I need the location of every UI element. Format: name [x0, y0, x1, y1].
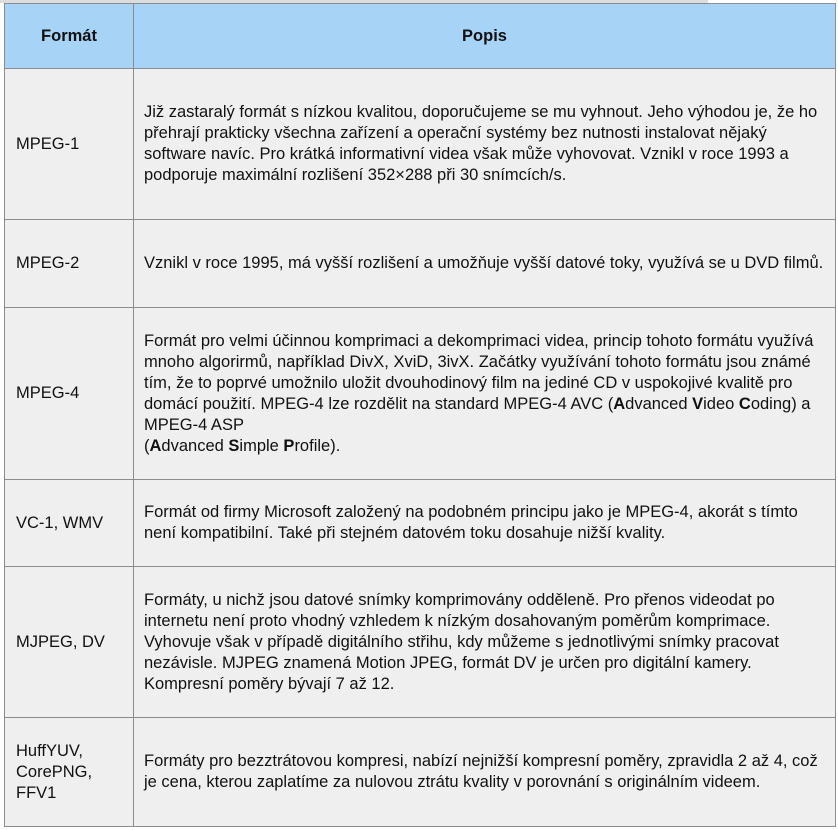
mpeg4-intro-text: Formát pro velmi účinnou komprimaci a dekomprimaci videa, princip tohoto formátu využívá mnoho algorirmů, například DivX, XviD, 3ivX. Začátky využívání tohoto formátu jsou známé tím, že to poprvé umožnilo uložit dvouhodinový film na jediné CD v uspokojivé kvalitě pro domácí použití. MPEG-4 lze rozdělit na standard MPEG-4 AVC ( — [144, 331, 814, 413]
description-cell: Formát od firmy Microsoft založený na podobném principu jako je MPEG-4, akorát s tímto není kompatibilní. Také při stejném datovém toku dosahuje nižší kvality. — [134, 480, 836, 567]
acronym-letter: S — [228, 436, 240, 455]
acronym-rest: ideo — [703, 394, 739, 413]
table-row — [5, 308, 836, 480]
table-row — [5, 480, 836, 567]
acronym-rest: dvanced — [625, 394, 693, 413]
acronym-letter: V — [692, 394, 704, 413]
table-header-row — [5, 4, 836, 69]
format-cell: MPEG-1 — [5, 69, 134, 220]
asp-open-paren: ( — [144, 436, 150, 455]
description-cell: Formáty pro bezztrátovou kompresi, nabízí nejnižší kompresní poměry, zpravidla 2 až 4, což je cena, kterou zaplatíme za nulovou ztrátu kvality v porovnání s originálním videem. — [134, 718, 836, 827]
format-cell: VC-1, WMV — [5, 480, 134, 567]
description-cell: Již zastaralý formát s nízkou kvalitou, doporučujeme se mu vyhnout. Jeho výhodou je, že ho přehrají prakticky všechna zařízení a operační systémy bez nutnosti instalovat nějaký software navíc. Pro krátká informativní videa však může vyhovovat. Vznikl v roce 1993 a podporuje maximální rozlišení 352×288 při 30 snímcích/s. — [134, 69, 836, 220]
format-line: CorePNG, — [16, 762, 93, 781]
format-line: FFV1 — [16, 783, 57, 802]
mpeg4-middle-text: ) a MPEG-4 ASP — [144, 394, 811, 434]
table-row — [5, 220, 836, 308]
table-row — [5, 718, 836, 827]
acronym-letter: P — [283, 436, 295, 455]
acronym-letter: A — [613, 394, 626, 413]
format-line: HuffYUV, — [16, 741, 83, 760]
table-row — [5, 567, 836, 718]
table-row — [5, 69, 836, 220]
format-cell: MPEG-4 — [5, 308, 134, 480]
acronym-rest: rofile — [294, 436, 331, 455]
acronym-rest: dvanced — [161, 436, 229, 455]
description-cell: Vznikl v roce 1995, má vyšší rozlišení a umožňuje vyšší datové toky, využívá se u DVD filmů. — [134, 220, 836, 308]
acronym-letter: A — [149, 436, 162, 455]
format-cell: MJPEG, DV — [5, 567, 134, 718]
header-format: Formát — [5, 4, 134, 69]
format-cell — [5, 718, 134, 827]
mpeg4-end-text: ). — [330, 436, 341, 455]
description-cell: Formáty, u nichž jsou datové snímky komprimovány odděleně. Pro přenos videodat po internetu není proto vhodný vzhledem k nízkým dosahovaným poměrům komprimace. Vyhovuje však v případě digitálního střihu, kdy můžeme s jednotlivými snímky pracovat nezávisle. MJPEG znamená Motion JPEG, formát DV je určen pro digitální kamery. Kompresní poměry bývají 7 až 12. — [134, 567, 836, 718]
acronym-rest: oding — [750, 394, 792, 413]
acronym-rest: imple — [239, 436, 284, 455]
acronym-letter: C — [738, 394, 751, 413]
format-cell: MPEG-2 — [5, 220, 134, 308]
formats-table — [4, 3, 836, 827]
description-cell — [134, 308, 836, 480]
header-description: Popis — [134, 4, 836, 69]
